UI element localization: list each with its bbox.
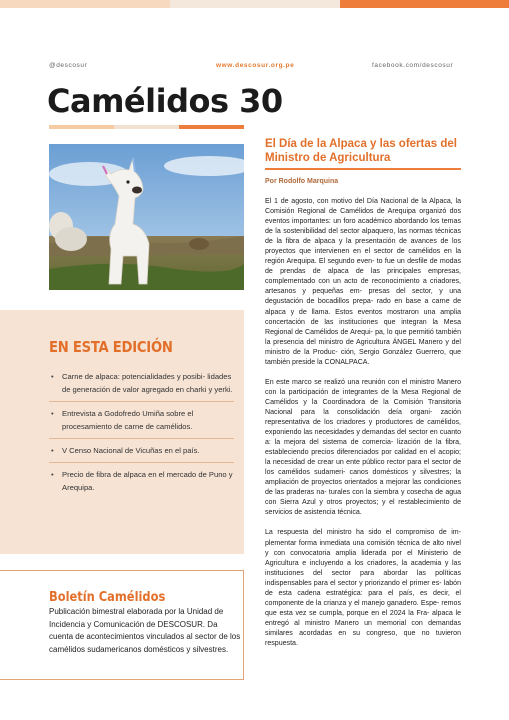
page-title: Camélidos 30 — [47, 82, 283, 120]
top-bar-segment — [340, 0, 509, 8]
website-link[interactable]: www.descosur.org.pe — [216, 62, 295, 69]
alpaca-illustration — [49, 144, 244, 290]
edition-item: • Precio de fibra de alpaca en el mercado de Puno y Arequipa. — [49, 468, 234, 499]
article-paragraph: En este marco se realizó una reunión con el ministro Manero con la participación de integrantes de la Mesa Regional de Camélidos y la Coordinadora de la Comisión Transitoria Nacional para la consolidación deía organi- zación representativa de los criadores y productores de camélidos, exponiendo las necesidades y demandas del sector en cuanto a: la mejora del sistema de comercia- lización de la fibra, estableciendo precios diferenciados por calidad en el acopio; la necesidad de crear un ente público rector para el sector de los camélidos sudameri- canos domésticos y silvestres; la ampliación de proyectos orientados a mejorar las condiciones de las praderas na- turales con la siembra y cosecha de agua con Sierra Azul y otros proyectos; y el restablecimiento de servicios de asistencia técnica. — [265, 378, 461, 517]
alpaca-photo — [49, 144, 244, 290]
social-handle: @descosur — [49, 62, 88, 69]
article-paragraph: El 1 de agosto, con motivo del Día Nacional de la Alpaca, la Comisión Regional de Camélidos de Arequipa organizó dos eventos importantes: un foro académico abordando los temas de la sostenibilidad del sector alpaquero, las normas técnicas de la fibra de alpaca y la presentación de avances de los proyectos que intervienen en el sector de camélidos en la región Arequipa. El segundo even- to fue un desfile de modas de prendas de alpaca de las principales empresas, complementado con un acto de reconocimiento a criadores, artesanos y pequeñas em- presas del sector, y una degustación de bocadillos prepa- rado en base a carne de alpaca y de llama. Estos eventos mostraron una amplia concertación de las instituciones que integran la Mesa Regional de Camélidos de Arequi- pa, lo que permitió también la presencia del ministro de Agricultura ÁNGEL Manero y del ministro de la Produc- ción, Sergio González Guerrero, que también preside la CONALPACA. — [265, 198, 461, 366]
title-underline — [49, 125, 244, 129]
article-title: El Día de la Alpaca y las ofertas del Ministro de Agricultura — [265, 138, 457, 164]
article-title-rule — [265, 168, 461, 170]
article-author: Por Rodolfo Marquina — [265, 178, 339, 185]
top-bar-segment — [0, 0, 170, 8]
edition-item: • V Censo Nacional de Vicuñas en el país. — [49, 444, 234, 463]
article-body — [265, 197, 461, 659]
top-color-bar — [0, 0, 509, 8]
bulletin-heading: Boletín Camélidos — [49, 590, 166, 605]
top-bar-segment — [170, 0, 340, 8]
bulletin-description: Publicación bimestral elaborada por la Unidad de Incidencia y Comunicación de DESCOSUR. Da cuenta de acontecimientos vinculados al sector de los camélidos sudamericanos domésticos y silvestres. — [49, 607, 241, 654]
edition-item: • Entrevista a Godofredo Umiña sobre el procesamiento de carne de camélidos. — [49, 407, 234, 439]
article-paragraph: La respuesta del ministro ha sido el compromiso de im- plementar forma inmediata una comisión técnica de alto nivel y con convocatoria amplia liderada por el Ministerio de Agricultura e incluyendo a los criadores, la academia y las instituciones del sector para abordar las políticas indispensables para el sector y priorizando el primer es- labón de esta cadena estratégica: para el país, es decir, el componente de la crianza y el manejo ganadero. Espe- remos que esta vez se cumpla, porque en el 2024 la Fra- alpaca le entregó al ministro Manero un memorial con demandas similares acordadas en su congreso, que no tuvieron respuesta. — [265, 529, 461, 647]
edition-heading: EN ESTA EDICIÓN — [49, 338, 173, 356]
edition-list — [49, 370, 234, 504]
facebook-link[interactable]: facebook.com/descosur — [372, 62, 454, 69]
edition-item: • Carne de alpaca: potencialidades y posibi- lidades de generación de valor agregado en charki y yerki. — [49, 370, 234, 402]
